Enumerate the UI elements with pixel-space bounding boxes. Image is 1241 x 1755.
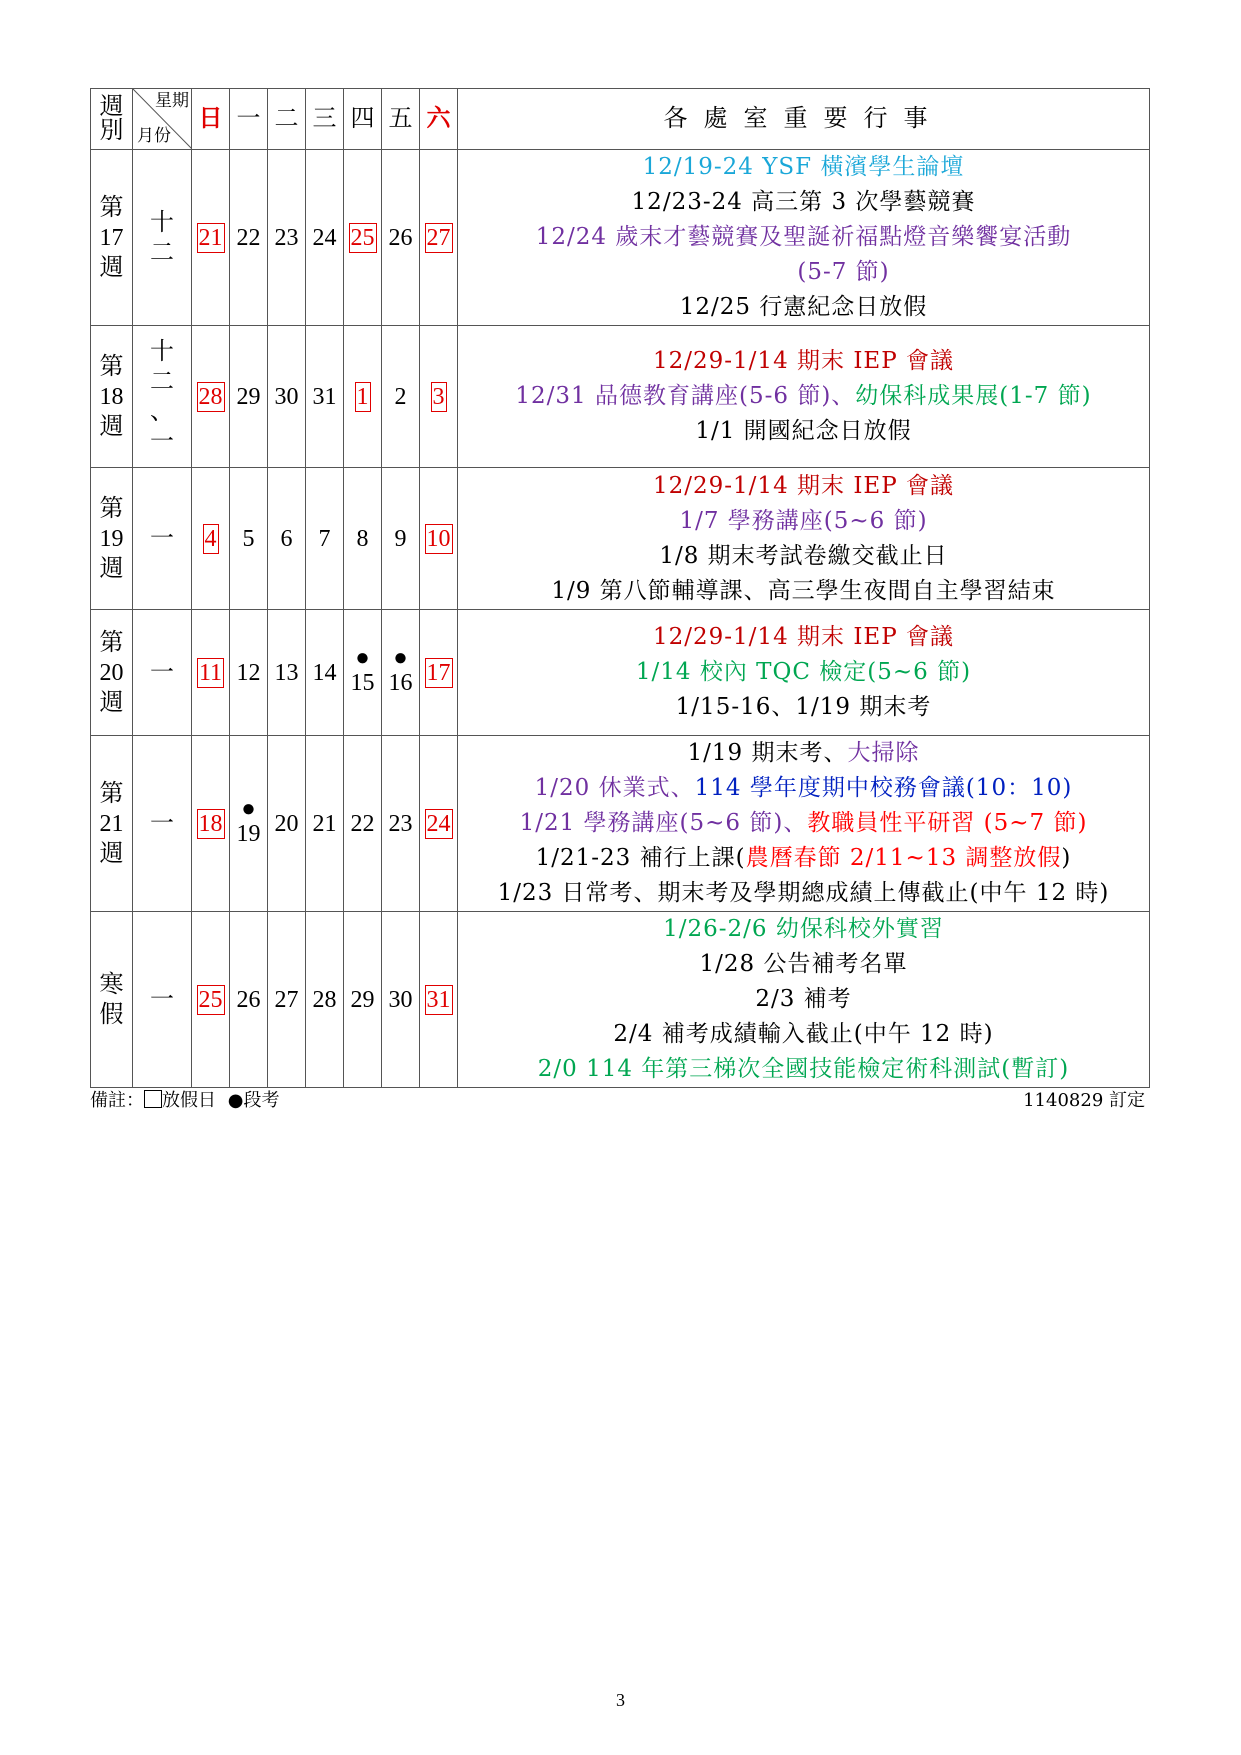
week-label-part: 假: [99, 1001, 124, 1028]
weekday-label: 三: [312, 106, 337, 132]
event-text: 114 學年度期中校務會議(10：10): [694, 775, 1073, 801]
page-number: 3: [616, 1690, 625, 1710]
day-number: 26: [236, 986, 261, 1013]
day-number: 15: [350, 669, 375, 696]
day-cell: [230, 150, 268, 326]
day-cell: [230, 468, 268, 610]
day-number: 31: [426, 986, 451, 1013]
events-cell: [458, 912, 1150, 1088]
version-stamp: 1140829 訂定: [1023, 1090, 1145, 1111]
event-line: [458, 574, 1149, 609]
event-text: 1/9 第八節輔導課、高三學生夜間自主學習結束: [551, 577, 1056, 604]
exam-dot-icon: ●: [393, 644, 408, 671]
day-cell: [306, 736, 344, 912]
weekday-sat: [420, 89, 458, 150]
weekday-wed: [306, 89, 344, 150]
day-cell: [268, 912, 306, 1088]
weekday-mon: [230, 89, 268, 150]
day-number: 28: [312, 986, 337, 1013]
event-text: 2/3 補考: [755, 986, 852, 1012]
day-cell-holiday: [420, 912, 458, 1088]
day-cell: [230, 912, 268, 1088]
event-text: 2/4 補考成績輸入截止(中午 12 時): [613, 1021, 994, 1047]
week-label: [91, 736, 133, 912]
event-text: 12/25 行憲紀念日放假: [679, 294, 928, 320]
day-number: 22: [236, 224, 261, 251]
day-cell: [306, 610, 344, 736]
event-line: [458, 1017, 1149, 1052]
week-label-part: 寒: [99, 971, 124, 998]
month-label-part: 一: [150, 525, 174, 552]
footer-note: [90, 1086, 279, 1112]
calendar-body: [91, 89, 1150, 1088]
day-number: 13: [274, 659, 299, 686]
day-number: 21: [312, 810, 337, 837]
event-line: [458, 982, 1149, 1017]
month-label: [133, 326, 192, 468]
event-text: 12/29-1/14 期末 IEP 會議: [653, 348, 954, 374]
week-label: [91, 468, 133, 610]
event-text: 1/21 學務講座(5~6 節)、: [519, 810, 808, 836]
weekday-month-header: [133, 89, 192, 150]
week-header: [91, 89, 133, 150]
day-number: 30: [388, 986, 413, 1013]
week-label-part: 第: [99, 194, 124, 221]
event-text: 1/7 學務講座(5~6 節): [679, 507, 928, 534]
day-number: 10: [426, 525, 451, 552]
week-label-part: 21: [99, 810, 124, 837]
day-cell: [268, 326, 306, 468]
day-number: 29: [236, 383, 261, 410]
day-number: 23: [388, 810, 413, 837]
week-label-part: 第: [99, 780, 124, 807]
month-label: [133, 912, 192, 1088]
day-cell: [382, 736, 420, 912]
event-line: [458, 539, 1149, 574]
event-line: [458, 771, 1149, 806]
event-text: 1/15-16、1/19 期末考: [675, 694, 932, 720]
event-text: 1/23 日常考、期末考及學期總成績上傳截止(中午 12 時): [497, 880, 1110, 906]
day-number: 6: [280, 525, 293, 552]
day-cell: [230, 610, 268, 736]
event-text: 12/19-24 YSF 橫濱學生論壇: [642, 154, 965, 180]
event-text: 12/29-1/14 期末 IEP 會議: [653, 472, 954, 499]
event-text: 1/20 休業式、: [534, 775, 695, 801]
event-line: [458, 379, 1149, 414]
event-text: (5-7 節): [797, 259, 890, 285]
day-number: 30: [274, 383, 299, 410]
day-number: 25: [198, 986, 223, 1013]
events-cell: [458, 610, 1150, 736]
weekday-label: 日: [198, 106, 223, 132]
school-calendar-table: [90, 88, 1150, 1088]
event-line: [458, 504, 1149, 539]
day-cell-holiday: [420, 610, 458, 736]
event-text: 1/21-23 補行上課(: [535, 845, 746, 871]
day-number: 3: [432, 383, 445, 410]
event-line: [458, 620, 1149, 655]
week-label-part: 第: [99, 353, 124, 380]
day-number: 31: [312, 383, 337, 410]
event-text: 農曆春節 2/11~13 調整放假: [745, 845, 1062, 871]
day-cell: [344, 468, 382, 610]
day-cell-holiday: [192, 150, 230, 326]
day-number: 2: [394, 383, 407, 410]
day-cell-holiday: [420, 736, 458, 912]
week-label: [91, 150, 133, 326]
month-label: [133, 468, 192, 610]
exam-legend: 段考: [243, 1090, 280, 1111]
events-header: 各處室重要行事: [458, 89, 1150, 150]
event-line: [458, 290, 1149, 325]
week-label-part: 週: [99, 840, 124, 867]
day-cell: [268, 736, 306, 912]
event-text: 1/26-2/6 幼保科校外實習: [663, 916, 944, 942]
event-line: [458, 469, 1149, 504]
event-line: [458, 255, 1149, 290]
holiday-box-icon: [144, 1090, 162, 1108]
day-cell: [382, 150, 420, 326]
day-cell: [230, 736, 268, 912]
day-number: 19: [236, 820, 261, 847]
event-line: [458, 841, 1149, 876]
month-label: [133, 150, 192, 326]
event-line: [458, 736, 1149, 771]
event-text: 2/0 114 年第三梯次全國技能檢定術科測試(暫訂): [537, 1056, 1070, 1082]
day-number: 8: [356, 525, 369, 552]
day-cell: [268, 610, 306, 736]
weekday-label: 二: [274, 106, 299, 132]
exam-dot-icon: ●: [227, 1090, 244, 1111]
day-cell-holiday: [420, 326, 458, 468]
day-number: 14: [312, 659, 337, 686]
weekday-sun: [192, 89, 230, 150]
day-cell: [306, 150, 344, 326]
event-line: [458, 655, 1149, 690]
day-cell: [344, 610, 382, 736]
month-label: [133, 736, 192, 912]
day-cell-holiday: [192, 736, 230, 912]
event-text: 12/24 歲末才藝競賽及聖誕祈福點燈音樂饗宴活動: [535, 224, 1072, 250]
day-number: 28: [198, 383, 223, 410]
month-label-part: 一: [150, 810, 174, 837]
event-text: 1/28 公告補考名單: [699, 951, 908, 977]
day-number: 5: [242, 525, 255, 552]
weekday-label: 六: [426, 106, 451, 132]
day-number: 22: [350, 810, 375, 837]
event-text: 1/19 期末考、: [687, 740, 848, 766]
week-label-part: 週: [99, 413, 124, 440]
event-text: 幼保科成果展(1-7 節): [855, 383, 1092, 409]
week-label: [91, 326, 133, 468]
week-row: [91, 736, 1150, 912]
exam-dot-icon: ●: [241, 795, 256, 822]
event-line: [458, 150, 1149, 185]
day-cell: [382, 610, 420, 736]
week-label-part: 第: [99, 495, 124, 522]
day-number: 21: [198, 224, 223, 251]
week-label-part: 週: [99, 689, 124, 716]
day-number: 4: [204, 525, 217, 552]
week-label-part: 週: [99, 555, 124, 582]
day-cell-holiday: [344, 150, 382, 326]
weekday-fri: [382, 89, 420, 150]
day-cell: [306, 912, 344, 1088]
week-label-part: 第: [99, 629, 124, 656]
note-prefix: 備註：: [90, 1090, 144, 1111]
event-text: 1/1 開國紀念日放假: [695, 418, 912, 444]
day-number: 16: [388, 669, 413, 696]
week-header-line1: 週: [99, 94, 124, 120]
weekday-tue: [268, 89, 306, 150]
week-label-part: 20: [99, 659, 124, 686]
day-number: 23: [274, 224, 299, 251]
month-label-part: 二: [150, 368, 174, 395]
month-label: [133, 610, 192, 736]
events-cell: [458, 736, 1150, 912]
events-cell: [458, 468, 1150, 610]
event-text: 教職員性平研習 (5~7 節): [807, 810, 1088, 836]
event-text: ): [1061, 845, 1072, 871]
day-number: 24: [426, 810, 451, 837]
event-line: [458, 806, 1149, 841]
events-cell: [458, 326, 1150, 468]
day-number: 12: [236, 659, 261, 686]
event-text: 12/29-1/14 期末 IEP 會議: [653, 624, 954, 650]
day-number: 9: [394, 525, 407, 552]
event-line: [458, 912, 1149, 947]
week-row: [91, 912, 1150, 1088]
day-cell: [382, 326, 420, 468]
day-cell: [382, 468, 420, 610]
week-row: [91, 326, 1150, 468]
event-line: [458, 947, 1149, 982]
week-label-part: 17: [99, 224, 124, 251]
event-line: [458, 344, 1149, 379]
week-label-part: 19: [99, 525, 124, 552]
day-number: 25: [350, 224, 375, 251]
day-number: 1: [356, 383, 369, 410]
event-line: [458, 185, 1149, 220]
week-row: [91, 610, 1150, 736]
events-cell: [458, 150, 1150, 326]
event-text: 12/23-24 高三第 3 次學藝競賽: [631, 189, 976, 215]
day-cell-holiday: [192, 468, 230, 610]
week-row: [91, 468, 1150, 610]
day-number: 20: [274, 810, 299, 837]
day-cell: [344, 912, 382, 1088]
month-label-part: 一: [150, 428, 174, 455]
event-line: [458, 414, 1149, 449]
event-line: [458, 690, 1149, 725]
event-text: 1/8 期末考試卷繳交截止日: [659, 542, 948, 569]
month-label-part: 一: [150, 986, 174, 1013]
event-line: [458, 1052, 1149, 1087]
day-cell: [382, 912, 420, 1088]
day-cell: [268, 150, 306, 326]
day-cell-holiday: [344, 326, 382, 468]
day-cell: [306, 326, 344, 468]
day-number: 17: [426, 659, 451, 686]
day-number: 27: [426, 224, 451, 251]
week-header-line2: 別: [99, 118, 124, 144]
day-cell-holiday: [420, 468, 458, 610]
weekday-header-label: 星期: [155, 91, 189, 111]
day-cell: [230, 326, 268, 468]
day-number: 29: [350, 986, 375, 1013]
day-cell: [306, 468, 344, 610]
week-label: [91, 912, 133, 1088]
month-label-part: 一: [150, 659, 174, 686]
month-label-part: 二: [150, 239, 174, 266]
holiday-legend: 放假日: [162, 1090, 216, 1111]
weekday-label: 四: [350, 106, 375, 132]
day-cell-holiday: [192, 610, 230, 736]
week-row: [91, 150, 1150, 326]
day-cell-holiday: [420, 150, 458, 326]
week-label-part: 18: [99, 383, 124, 410]
month-label-part: 十: [150, 209, 174, 236]
month-label-part: 、: [150, 398, 174, 425]
weekday-label: 一: [236, 106, 261, 132]
exam-dot-icon: ●: [355, 644, 370, 671]
header-row: [91, 89, 1150, 150]
month-label-part: 十: [150, 338, 174, 365]
day-cell: [268, 468, 306, 610]
event-text: 1/14 校內 TQC 檢定(5~6 節): [635, 659, 972, 685]
day-number: 11: [198, 659, 223, 686]
event-line: [458, 220, 1149, 255]
event-line: [458, 876, 1149, 911]
month-header-label: 月份: [137, 126, 171, 146]
day-cell: [344, 736, 382, 912]
day-number: 26: [388, 224, 413, 251]
event-text: 12/31 品德教育講座(5-6 節)、: [515, 383, 856, 409]
week-label-part: 週: [99, 254, 124, 281]
day-number: 27: [274, 986, 299, 1013]
day-number: 7: [318, 525, 331, 552]
event-text: 大掃除: [847, 740, 920, 766]
day-number: 24: [312, 224, 337, 251]
week-label: [91, 610, 133, 736]
day-number: 18: [198, 810, 223, 837]
day-cell-holiday: [192, 912, 230, 1088]
day-cell-holiday: [192, 326, 230, 468]
weekday-label: 五: [388, 106, 413, 132]
weekday-thu: [344, 89, 382, 150]
